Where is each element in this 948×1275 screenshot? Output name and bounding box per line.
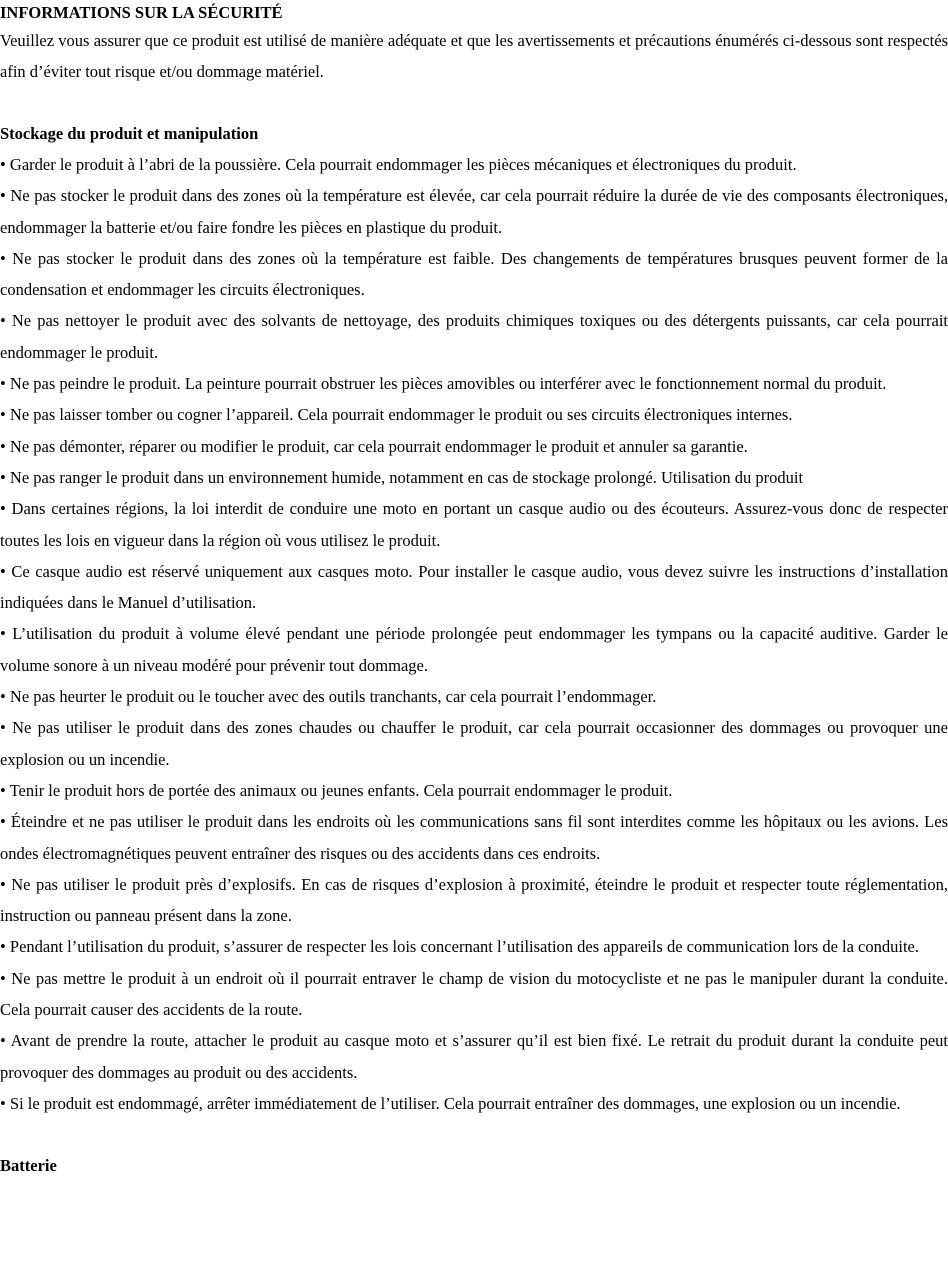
list-item: • Ne pas ranger le produit dans un environnement humide, notamment en cas de stockage prolongé. Utilisation du produit — [0, 467, 804, 487]
spacer — [0, 1119, 948, 1150]
list-item: • Ce casque audio est réservé uniquement aux casques moto. Pour installer le casque audio, vous devez suivre les instructions d’installation indiquées dans le Manuel d’utilisation. — [0, 561, 948, 613]
list-item: • Avant de prendre la route, attacher le produit au casque moto et s’assurer qu’il est bien fixé. Le retrait du produit durant la conduite peut provoquer des dommages au produit ou des accidents. — [0, 1031, 948, 1082]
list-item: • Pendant l’utilisation du produit, s’assurer de respecter les lois concernant l’utilisation des appareils de communication lors de la conduite. — [0, 937, 919, 957]
list-item: • Si le produit est endommagé, arrêter immédiatement de l’utiliser. Cela pourrait entraîner des dommages, une explosion ou un incendie. — [0, 1093, 901, 1113]
safety-list — [0, 149, 948, 1119]
list-item: • Garder le produit à l’abri de la poussière. Cela pourrait endommager les pièces mécaniques et électroniques du produit. — [0, 155, 797, 174]
list-item: • Ne pas stocker le produit dans des zones où la température est faible. Des changements de températures brusques peuvent former de la condensation et endommager les circuits électroniques. — [0, 248, 948, 300]
list-item: • Ne pas mettre le produit à un endroit où il pourrait entraver le champ de vision du motocycliste et ne pas le manipuler durant la conduite. Cela pourrait causer des accidents de la route. — [0, 968, 948, 1020]
spacer — [0, 87, 948, 118]
document-title: INFORMATIONS SUR LA SÉCURITÉ — [0, 3, 283, 22]
list-item: • Éteindre et ne pas utiliser le produit dans les endroits où les communications sans fil sont interdites comme les hôpitaux ou les avions. Les ondes électromagnétiques peuvent entraîner des risques ou des accidents dans ces endroits. — [0, 812, 948, 863]
list-item: • Ne pas heurter le produit ou le toucher avec des outils tranchants, car cela pourrait l’endommager. — [0, 687, 657, 707]
list-item: • Ne pas démonter, réparer ou modifier le produit, car cela pourrait endommager le produit et annuler sa garantie. — [0, 436, 748, 456]
section-heading-storage: Stockage du produit et manipulation — [0, 124, 259, 143]
list-item: • Ne pas peindre le produit. La peinture pourrait obstruer les pièces amovibles ou interférer avec le fonctionnement normal du produit. — [0, 374, 887, 394]
section-heading-battery: Batterie — [0, 1156, 57, 1176]
list-item: • Dans certaines régions, la loi interdit de conduire une moto en portant un casque audio ou des écouteurs. Assurez-vous donc de respecter toutes les lois en vigueur dans la région où vous utilisez le produit. — [0, 499, 948, 550]
list-item: • Ne pas laisser tomber ou cogner l’appareil. Cela pourrait endommager le produit ou ses circuits électroniques internes. — [0, 405, 793, 425]
list-item: • Tenir le produit hors de portée des animaux ou jeunes enfants. Cela pourrait endommager le produit. — [0, 780, 673, 800]
list-item: • Ne pas utiliser le produit dans des zones chaudes ou chauffer le produit, car cela pourrait occasionner des dommages ou provoquer une explosion ou un incendie. — [0, 718, 948, 769]
list-item: • Ne pas utiliser le produit près d’explosifs. En cas de risques d’explosion à proximité, éteindre le produit et respecter toute réglementation, instruction ou panneau présent dans la zone. — [0, 874, 948, 926]
list-item: • Ne pas nettoyer le produit avec des solvants de nettoyage, des produits chimiques toxiques ou des détergents puissants, car cela pourrait endommager le produit. — [0, 311, 948, 362]
list-item: • L’utilisation du produit à volume élevé pendant une période prolongée peut endommager les tympans ou la capacité auditive. Garder le volume sonore à un niveau modéré pour prévenir tout dommage. — [0, 624, 948, 675]
list-item: • Ne pas stocker le produit dans des zones où la température est élevée, car cela pourrait réduire la durée de vie des composants électroniques, endommager la batterie et/ou faire fondre les pièces en plastique du produit. — [0, 186, 948, 237]
intro-paragraph: Veuillez vous assurer que ce produit est utilisé de manière adéquate et que les avertissements et précautions énumérés ci-dessous sont respectés afin d’éviter tout risque et/ou dommage matériel. — [0, 31, 948, 81]
